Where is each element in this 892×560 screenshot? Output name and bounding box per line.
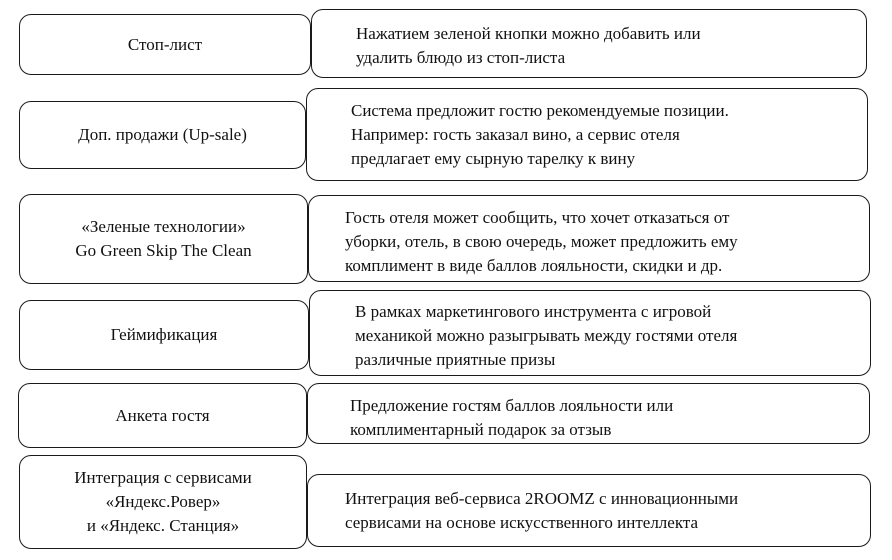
feature-label: Геймификация [110, 325, 218, 344]
feature-description: Интеграция веб-сервиса 2ROOMZ с инновационными сервисами на основе искусственного интеллекта [345, 489, 739, 532]
feature-description: Гость отеля может сообщить, что хочет отказаться от уборки, отель, в свою очередь, может предложить ему комплимент в виде баллов лояльности, скидки и др. [345, 208, 738, 275]
feature-box-stop-list [19, 14, 311, 75]
description-box-stop-list [311, 9, 867, 78]
description-box-gamification [309, 290, 871, 376]
feature-box-upsale [19, 101, 306, 169]
feature-box-green-tech [19, 194, 308, 284]
description-box-guest-survey [307, 383, 870, 444]
feature-label: Интеграция с сервисами «Яндекс.Ровер» и «Яндекс. Станция» [74, 468, 252, 535]
feature-box-gamification [19, 300, 309, 370]
feature-description: Предложение гостям баллов лояльности или комплиментарный подарок за отзыв [350, 396, 674, 439]
feature-box-yandex-integration [19, 455, 307, 549]
feature-label: «Зеленые технологии» Go Green Skip The Clean [75, 217, 252, 260]
feature-description: Нажатием зеленой кнопки можно добавить или удалить блюдо из стоп-листа [356, 24, 701, 67]
feature-label: Стоп-лист [127, 34, 203, 54]
feature-description: Система предложит гостю рекомендуемые позиции. Например: гость заказал вино, а сервис отеля предлагает ему сырную тарелку к вину [351, 101, 729, 168]
feature-description: В рамках маркетингового инструмента с игровой механикой можно разыгрывать между гостями отеля различные приятные призы [355, 302, 738, 369]
description-box-yandex-integration [307, 474, 871, 547]
feature-box-guest-survey [18, 383, 307, 448]
description-box-green-tech [308, 195, 870, 282]
feature-label: Доп. продажи (Up-sale) [78, 125, 247, 144]
feature-label: Анкета гостя [115, 405, 210, 425]
description-box-upsale [306, 88, 868, 181]
